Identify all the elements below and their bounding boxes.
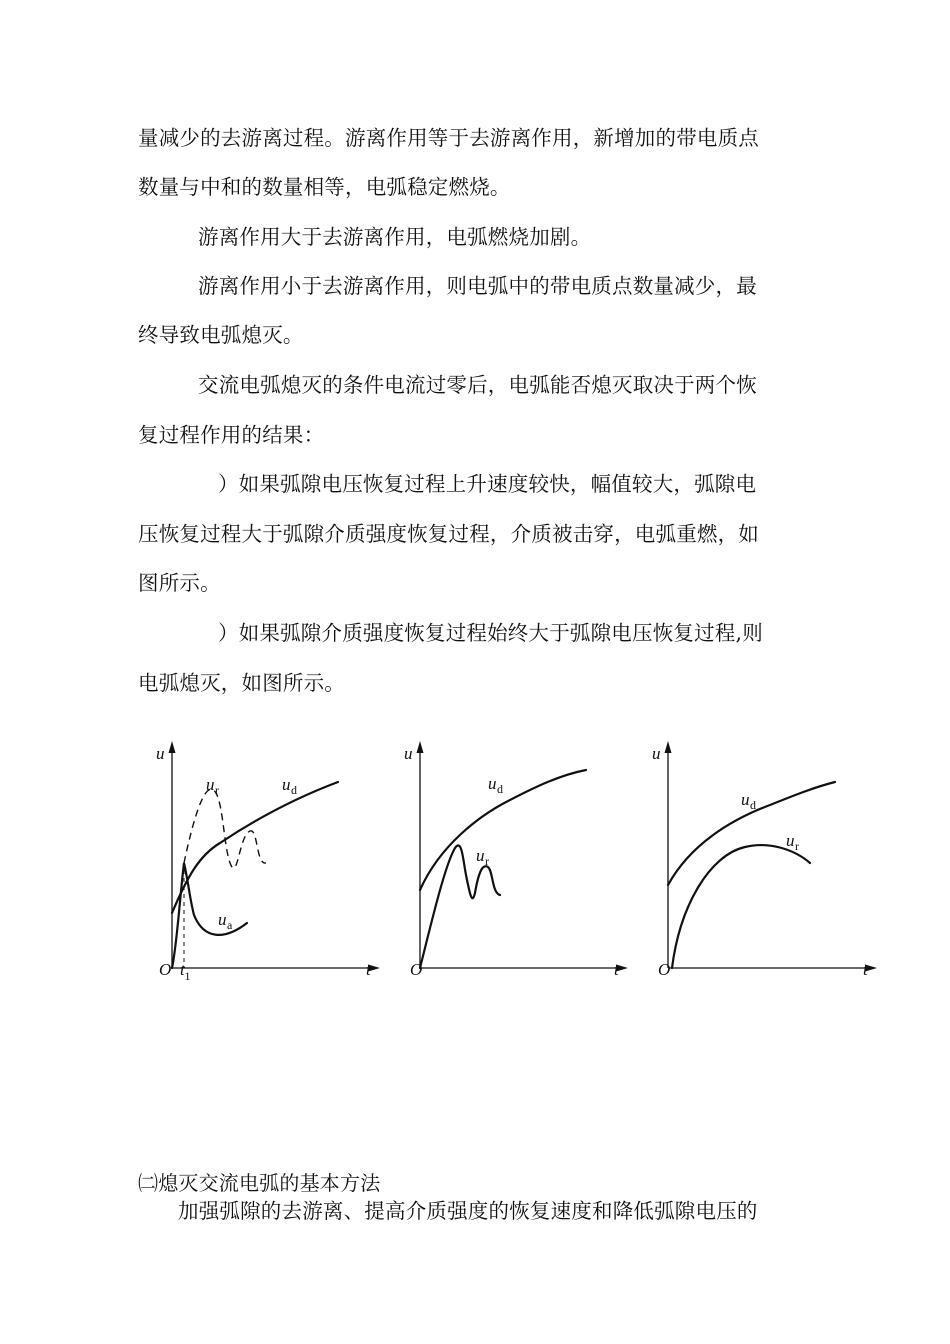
ur-subscript: r (485, 854, 489, 868)
ud-label: u (282, 775, 291, 794)
ud-subscript: d (750, 798, 756, 812)
paragraph-line: ）如果弧隙介质强度恢复过程始终大于弧隙电压恢复过程,则 (218, 621, 763, 645)
ua-label: u (218, 910, 227, 929)
figure-arc-reignition-dashed (150, 735, 390, 995)
ud-subscript: d (291, 783, 297, 797)
figure-arc-reignition (400, 735, 640, 995)
origin-label: O (658, 960, 671, 979)
t1-label: t (180, 960, 185, 979)
x-axis-label: t (863, 960, 868, 979)
figure-arc-extinction (650, 735, 890, 995)
ur-subscript: r (795, 839, 799, 853)
paragraph-line: 加强弧隙的去游离、提高介质强度的恢复速度和降低弧隙电压的 (178, 1199, 758, 1223)
t1-subscript: 1 (184, 969, 191, 983)
paragraph-line: 图所示。 (138, 571, 221, 595)
y-axis-label: u (156, 744, 165, 763)
paragraph-line: 数量与中和的数量相等，电弧稳定燃烧。 (138, 175, 511, 199)
x-axis-label: t (614, 960, 619, 979)
origin-label: O (159, 960, 172, 979)
paragraph-line: 复过程作用的结果： (138, 423, 325, 447)
ur-subscript: r (215, 783, 219, 797)
paragraph-line: 压恢复过程大于弧隙介质强度恢复过程，介质被击穿，电弧重燃，如 (138, 522, 759, 546)
paragraph-line: 电弧熄灭，如图所示。 (138, 671, 345, 695)
paragraph-line: 量减少的去游离过程。游离作用等于去游离作用，新增加的带电质点 (138, 126, 759, 150)
paragraph-line: ）如果弧隙电压恢复过程上升速度较快，幅值较大，弧隙电 (218, 472, 757, 496)
ur-label: u (476, 846, 485, 865)
origin-label: O (410, 960, 423, 979)
y-axis-label: u (652, 744, 661, 763)
ua-subscript: a (227, 918, 233, 932)
paragraph-line: 游离作用大于去游离作用，电弧燃烧加剧。 (198, 225, 592, 249)
ud-label: u (488, 774, 497, 793)
paragraph-line: 终导致电弧熄灭。 (138, 323, 304, 347)
ud-subscript: d (497, 782, 503, 796)
paragraph-line: 交流电弧熄灭的条件电流过零后，电弧能否熄灭取决于两个恢 (198, 373, 757, 397)
x-axis-label: t (366, 960, 371, 979)
ur-label: u (786, 831, 795, 850)
y-axis-label: u (404, 744, 413, 763)
paragraph-line: 游离作用小于去游离作用，则电弧中的带电质点数量减少，最 (198, 274, 757, 298)
ud-label: u (741, 790, 750, 809)
section-heading: ㈡熄灭交流电弧的基本方法 (138, 1171, 381, 1195)
ur-label: u (206, 775, 215, 794)
